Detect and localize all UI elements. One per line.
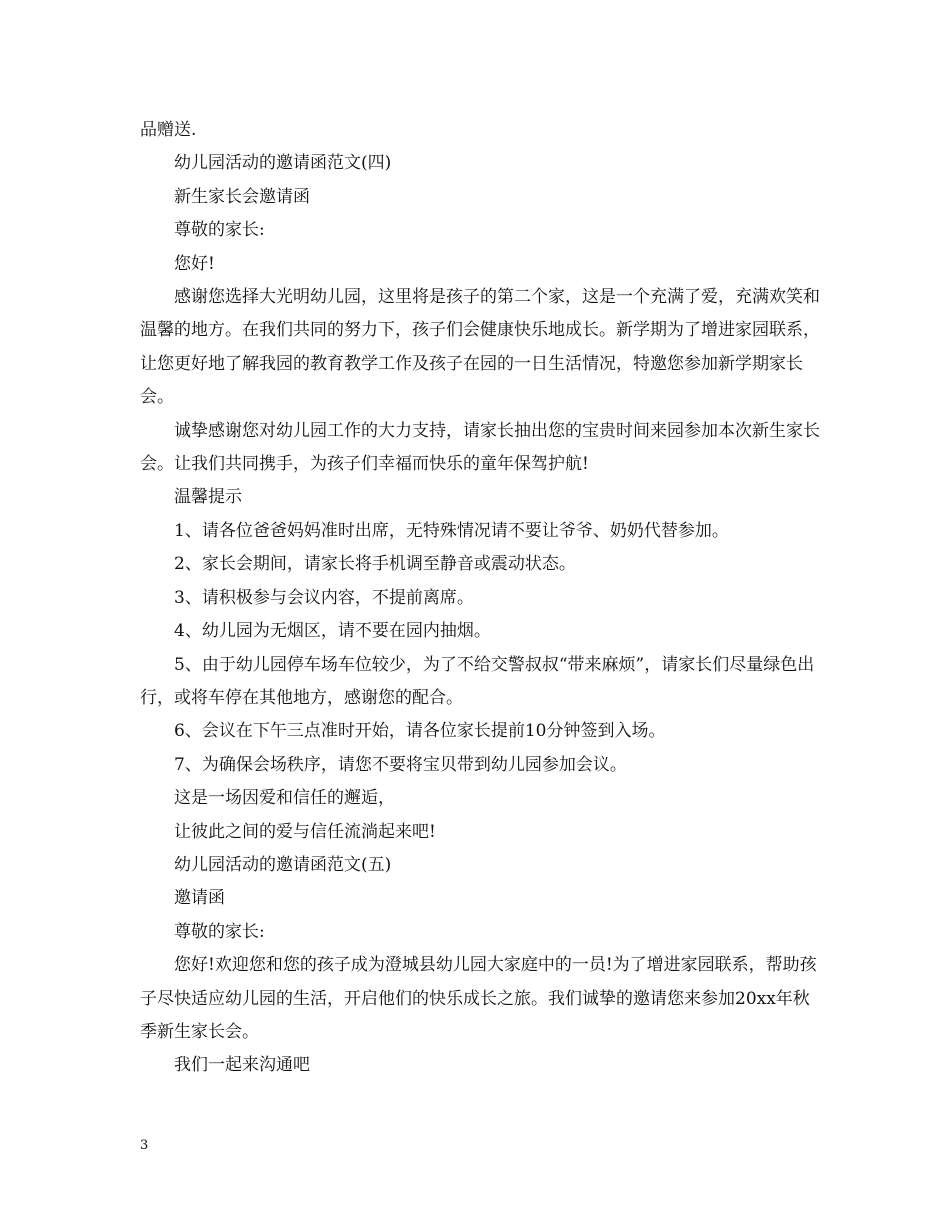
tip-item: 5、由于幼儿园停车场车位较少，为了不给交警叔叔“带来麻烦”，请家长们尽量绿色出行，或将车停在其他地方，感谢您的配合。 — [140, 654, 815, 708]
tip-item: 7、为确保会场秩序，请您不要将宝贝带到幼儿园参加会议。 — [174, 754, 627, 775]
greeting: 您好! — [174, 253, 215, 274]
tip-item: 3、请积极参与会议内容，不提前离席。 — [174, 587, 474, 608]
body-paragraph: 您好!欢迎您和您的孩子成为澄城县幼儿园大家庭中的一员!为了增进家园联系，帮助孩子尽快适应幼儿园的生活，开启他们的快乐成长之旅。我们诚挚的邀请您来参加20xx年秋季新生家长会。 — [140, 955, 817, 1042]
tips-heading: 温馨提示 — [174, 487, 242, 508]
salutation: 尊敬的家长: — [174, 921, 265, 942]
tip-item: 2、家长会期间，请家长将手机调至静音或震动状态。 — [174, 554, 576, 575]
section-heading-five: 幼儿园活动的邀请函范文(五) — [174, 854, 392, 875]
body-paragraph: 诚挚感谢您对幼儿园工作的大力支持，请家长抽出您的宝贵时间来园参加本次新生家长会。让我们共同携手，为孩子们幸福而快乐的童年保驾护航! — [140, 420, 820, 475]
tip-item: 6、会议在下午三点准时开始，请各位家长提前10分钟签到入场。 — [174, 721, 666, 742]
body-paragraph: 感谢您选择大光明幼儿园，这里将是孩子的第二个家，这是一个充满了爱，充满欢笑和温馨的地方。在我们共同的努力下，孩子们会健康快乐地成长。新学期为了增进家园联系，让您更好地了解我园的教育教学工作及孩子在园的一日生活情况，特邀您参加新学期家长会。 — [140, 287, 820, 408]
letter-title: 邀请函 — [174, 888, 225, 909]
body-paragraph: 我们一起来沟通吧 — [174, 1055, 310, 1076]
document-body — [140, 114, 820, 1083]
closing-line: 让彼此之间的爱与信任流淌起来吧! — [174, 821, 436, 842]
tip-item: 1、请各位爸爸妈妈准时出席，无特殊情况请不要让爷爷、奶奶代替参加。 — [174, 520, 729, 541]
salutation: 尊敬的家长: — [174, 220, 265, 241]
tip-item: 4、幼儿园为无烟区，请不要在园内抽烟。 — [174, 621, 491, 642]
section-heading-four: 幼儿园活动的邀请函范文(四) — [174, 153, 392, 174]
letter-title: 新生家长会邀请函 — [174, 186, 310, 207]
closing-line: 这是一场因爱和信任的邂逅， — [174, 788, 395, 809]
paragraph-continuation: 品赠送. — [140, 120, 197, 140]
page-number: 3 — [140, 1138, 149, 1153]
